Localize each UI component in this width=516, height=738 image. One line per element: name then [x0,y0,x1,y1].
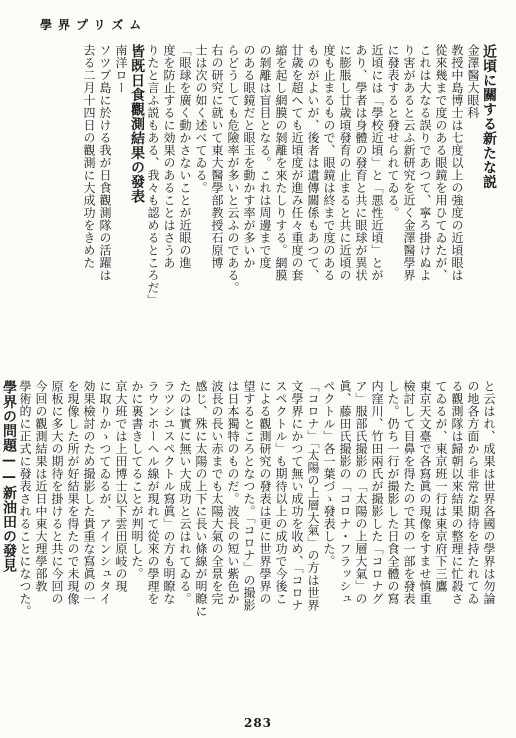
article-line: 近頃には「學校近頃」と「悪性近頃」とが [370,44,384,282]
article-line: ものがよいが、後者は遺傳關係もあつて、 [306,44,320,282]
top-band [40,44,496,364]
article-line: 檢討して目鼻を得たので其の一部を發表 [402,380,416,605]
article-line: 効果檢討のため撮影した貴重な寫眞の一 [82,380,96,605]
article-line: 「コロナ」「太陽の上層大氣」の方は世界 [306,380,320,612]
article-line: 金澤醫大眼科 [466,44,480,119]
article-line: 内窪川、竹田兩氏が撮影した「コロナグ [370,380,384,605]
article-line: 京大班では上田博士以下雲田原岐の現 [114,380,128,593]
article-line: 波長の長い赤までも太陽大氣の全景を完 [210,380,224,605]
article-line: る觀測隊は歸朝以來結果の整理に忙殺さ [450,380,464,605]
article-line: 度も止まるもので、眼鏡は終まで度のある [322,44,336,282]
article-line: たのは實に無い大成功と云はれてゐる。 [178,380,192,605]
article-line: 「眼球を廣く動かさないことが近眼の進 [178,44,192,269]
page-number: 283 [243,716,273,730]
running-head: 學界プリズム [40,18,148,32]
article-line: を現像した所が好結果を得たので未現像 [66,380,80,605]
article-title-oil-field [2,380,16,706]
article-title-text: 學界の問題 [1,380,17,453]
article-line: 眞、藤田氏撮影の「コロナ・フラッシュ [338,380,352,605]
article-line: 從來幾まで度のある眼鏡を用ひてゐたが、 [434,44,448,282]
article-line: り害があると云ふ新研究を近く金澤醫學界 [402,44,416,282]
article-line: スペクトル」も期待以上の成功で今後こ [274,380,288,605]
article-line: のある眼鏡だと眼玉を動かす率が多いか [242,44,256,269]
article-line: に膨脹し廿歳頃發育の止まると共に近頃の [338,44,352,282]
article-title-myopia: 近頃に關する新たな説 [481,44,497,189]
article-line: 士は次の如く述べてゐる。 [194,44,208,194]
article-line: あり、學者は身體の發育と共に眼球が異状 [354,44,368,282]
article-line: は日本獨特のものだ。波長の短い紫色か [226,380,240,605]
article-line: 學術的に正式に發表されることになつた。 [18,380,32,618]
article-line: 教授中島博士は七度以上の強度の近頃眼は [450,44,464,282]
article-line: らどうしても危險率が多いと云ふのである。 [226,44,240,294]
article-line: ラツシユスペクトル寫眞」の方も明瞭な [162,380,176,605]
article-line: 感じ、殊に太陽の上下に長い條線が明瞭に [194,380,208,618]
article-line: した。仍ち一行が撮影した日食全體の寫 [386,380,400,605]
article-line: 原板に多大の期待を掛けると共に今回の [50,380,64,605]
article-line: ペクトル」各一葉づゝ發表した。 [322,380,336,568]
article-line: 南洋ロー [114,44,128,94]
article-line: 文學界にかつて無い成功を收め、「コロナ [290,380,304,612]
article-line: に發表すると發せられてゐる。 [386,44,400,219]
article-subtitle: ——新油田の發見 [1,452,17,573]
article-line: 去る二月十四日の觀測に大成功をきめた [82,44,96,269]
article-line: の剝離は盲目となる。これは周邊まで度 [258,44,272,269]
article-line: 望するところとなつた。「コロナ」の撮影 [242,380,256,612]
article-line: ア」服部氏撮影の「太陽の上層大氣」の [354,380,368,605]
article-line: と云はれ、成果は世界各國の學界は勿論 [482,380,496,605]
article-line: 東京天文臺で各寫眞の現像をすませ慎重 [418,380,432,605]
article-line: 廿歳を超へても近頃度が進み任々重度の套 [290,44,304,282]
article-line: 縮を起し網膜の剝離を來たしりする。網膜 [274,44,288,282]
article-line: 度を防止するに効果のあることはさうあ [162,44,176,269]
article-line: かに裏書きしてることが判明した。 [130,380,144,580]
article-line: てゐるが、東京班一行は東京府下三鷹 [434,380,448,593]
article-line: による觀測研究の發表は更に世界學界の [258,380,272,605]
article-line: これは大なる誤りであつて、寧ろ掛けぬよ [418,44,432,282]
bottom-band [1,380,496,706]
article-line: に取りかゝつてゐるが、アインシュタイ [98,380,112,605]
article-line: ラウンホーヘル線が現れて從來の學理を [146,380,160,605]
article-line: の地各方面から非常な期待を持たれてゐ [466,380,480,605]
article-line: 今回の觀測結果は近日中東大理學部教 [34,380,48,593]
article-line: 右の研究に就いて東大醫學部教授石原博 [210,44,224,269]
article-title-eclipse: 皆既日食觀測結果の發表 [129,44,145,204]
article-line: りたと言ふ説もある、我々も認めるところだ」 [146,44,160,307]
article-line: ソツプ島に於ける我が日食觀測隊の活躍は [98,44,112,282]
